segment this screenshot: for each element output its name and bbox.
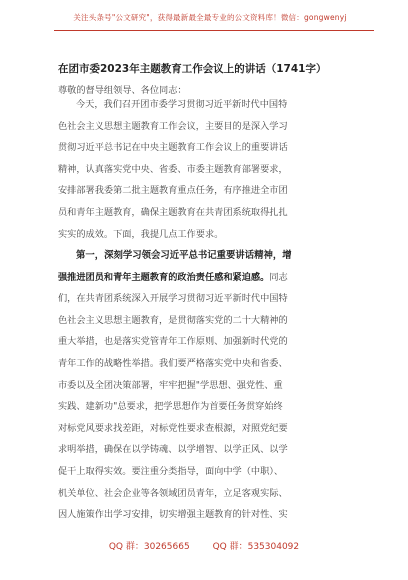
text-line: 们，在共青团系统深入开展学习贯彻习近平新时代中国特 [58, 293, 288, 305]
text-line: 员和青年主题教育，确保主题教育在共青团系统取得扎扎 [58, 206, 288, 218]
text-line: 求明举措，确保在以学铸魂、以学增智、以学正风、以学 [58, 444, 288, 456]
footer-contact [0, 539, 408, 552]
section-heading-line-1: 第一，深刻学习领会习近平总书记重要讲话精神，增 [76, 250, 292, 261]
document-title: 在团市委2023年主题教育工作会议上的讲话（1741字） [58, 63, 327, 75]
section-heading-line-2 [58, 267, 354, 289]
header-divider [54, 30, 374, 31]
paragraph-section-one [58, 245, 354, 526]
text-line: 今天，我们召开团市委学习贯彻习近平新时代中国特 [76, 99, 288, 110]
section-heading-tail-text: 同志 [269, 271, 288, 283]
salutation: 尊敬的督导组领导、各位同志： [58, 85, 187, 96]
text-line: 实践、建新功"总要求，把学思想作为首要任务贯穿始终 [58, 401, 283, 413]
footer-qq-group-2: QQ 群：535304092 [212, 542, 300, 552]
text-line: 精神，认真落实党中央、省委、市委主题教育部署要求， [58, 163, 288, 175]
text-line: 促干上取得实效。要注重分类指导，面向中学（中职）、 [58, 465, 284, 477]
text-line: 实实的成效。下面，我提几点工作要求。 [58, 228, 224, 240]
text-line: 市委以及全团决策部署，牢牢把握"学思想、强党性、重 [58, 379, 283, 391]
text-line: 色社会主义思想主题教育工作会议，主要目的是深入学习 [58, 120, 288, 132]
text-line: 贯彻习近平总书记在中央主题教育工作会议上的重要讲话 [58, 142, 288, 154]
text-line: 色社会主义思想主题教育，是贯彻落实党的二十大精神的 [58, 314, 288, 326]
text-line: 机关单位、社会企业等各领域团员青年，立足客观实际、 [58, 487, 288, 499]
text-line: 青年工作的战略性举措。我们要严格落实党中央和省委、 [58, 357, 288, 369]
text-line: 对标党风要求找差距，对标党性要求查根源，对照党纪要 [58, 422, 288, 434]
header-banner: 关注头条号"公文研究"，获得最新最全最专业的公文资料库！微信：gongwenyj [73, 13, 347, 22]
text-line: 安排部署我委第二批主题教育重点任务，有序推进全市团 [58, 185, 288, 197]
section-heading-bold-text: 强推进团员和青年主题教育的政治责任感和紧迫感。 [58, 271, 270, 283]
footer-qq-group-1: QQ 群：30265665 [108, 542, 190, 552]
text-line: 因人施策作出学习安排，切实增强主题教育的针对性、实 [58, 509, 288, 521]
paragraph-intro [58, 94, 354, 245]
section-body-lines [58, 288, 354, 526]
text-line: 重大举措，也是落实党管青年工作原则、加强新时代党的 [58, 336, 288, 348]
